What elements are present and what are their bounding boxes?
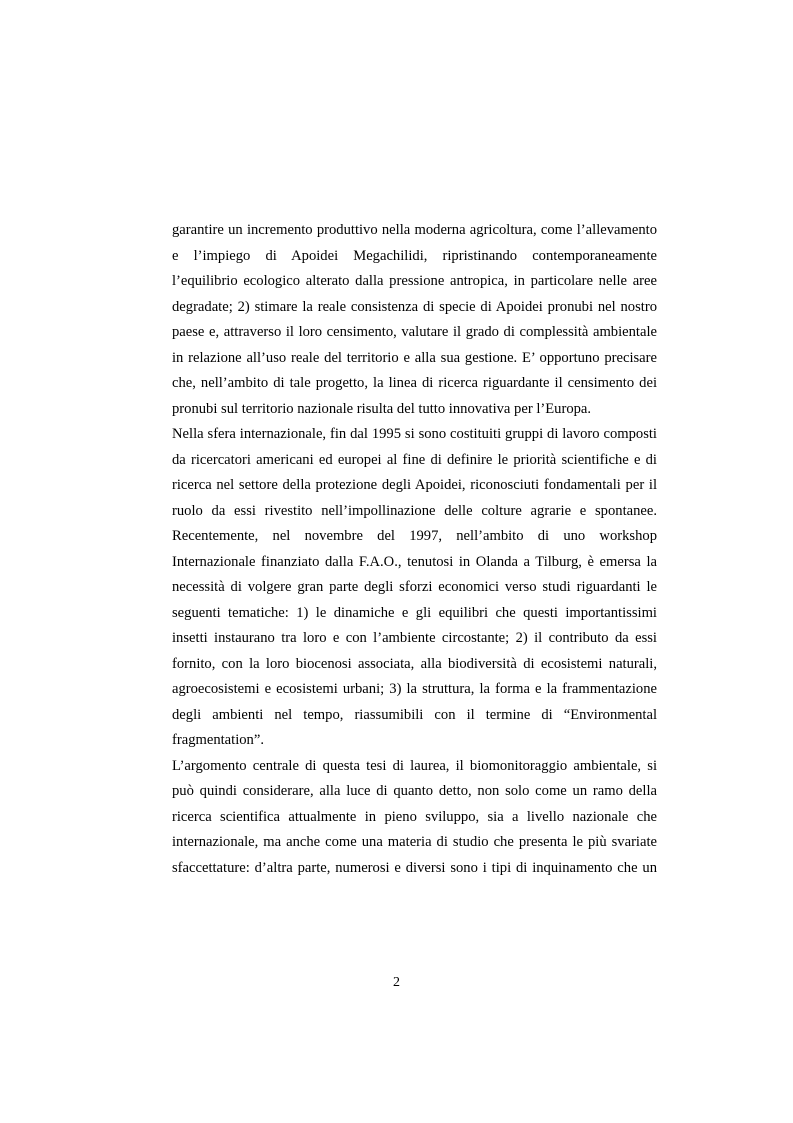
text-line: degradate; 2) stimare la reale consistenza di specie di Apoidei pronubi nel nostro xyxy=(172,298,657,315)
text-line: sfaccettature: d’altra parte, numerosi e diversi sono i tipi di inquinamento che un xyxy=(172,859,657,876)
page-number: 2 xyxy=(393,975,400,990)
text-line: pronubi sul territorio nazionale risulta del tutto innovativa per l’Europa. xyxy=(172,400,592,417)
text-line: può quindi considerare, alla luce di quanto detto, non solo come un ramo della xyxy=(172,783,657,799)
text-line: necessità di volgere gran parte degli sforzi economici verso studi riguardanti le xyxy=(172,579,657,595)
text-line: degli ambienti nel tempo, riassumibili con il termine di “Environmental xyxy=(172,706,657,723)
text-line: insetti instaurano tra loro e con l’ambiente circostante; 2) il contributo da essi xyxy=(172,630,657,646)
text-line: Internazionale finanziato dalla F.A.O., tenutosi in Olanda a Tilburg, è emersa la xyxy=(172,553,657,570)
text-line: internazionale, ma anche come una materia di studio che presenta le più svariate xyxy=(172,834,657,850)
text-line: ricerca nel settore della protezione degli Apoidei, riconosciuti fondamentali per il xyxy=(172,477,657,493)
text-line: ruolo da essi rivestito nell’impollinazione delle colture agrarie e spontanee. xyxy=(172,502,657,519)
text-line: e l’impiego di Apoidei Megachilidi, ripristinando contemporaneamente xyxy=(172,247,657,264)
text-line: da ricercatori americani ed europei al fine di definire le priorità scientifiche e di xyxy=(172,451,657,468)
text-line: fragmentation”. xyxy=(172,732,264,748)
text-line: in relazione all’uso reale del territorio e alla sua gestione. E’ opportuno precisare xyxy=(172,349,657,366)
text-line: L’argomento centrale di questa tesi di laurea, il biomonitoraggio ambientale, si xyxy=(172,757,657,774)
text-line: paese e, attraverso il loro censimento, valutare il grado di complessità ambientale xyxy=(172,324,657,340)
text-line: garantire un incremento produttivo nella moderna agricoltura, come l’allevamento xyxy=(172,222,657,238)
body-text xyxy=(172,218,657,881)
text-line: fornito, con la loro biocenosi associata, alla biodiversità di ecosistemi naturali, xyxy=(172,655,657,672)
text-line: ricerca scientifica attualmente in pieno sviluppo, sia a livello nazionale che xyxy=(172,808,657,825)
text-line: Recentemente, nel novembre del 1997, nell’ambito di uno workshop xyxy=(172,528,657,544)
text-line: seguenti tematiche: 1) le dinamiche e gli equilibri che questi importantissimi xyxy=(172,604,657,621)
text-line: che, nell’ambito di tale progetto, la linea di ricerca riguardante il censimento dei xyxy=(172,375,657,391)
text-line: Nella sfera internazionale, fin dal 1995 si sono costituiti gruppi di lavoro composti xyxy=(172,426,657,442)
text-line: agroecosistemi e ecosistemi urbani; 3) la struttura, la forma e la frammentazione xyxy=(172,681,657,697)
text-line: l’equilibrio ecologico alterato dalla pressione antropica, in particolare nelle aree xyxy=(172,273,657,289)
